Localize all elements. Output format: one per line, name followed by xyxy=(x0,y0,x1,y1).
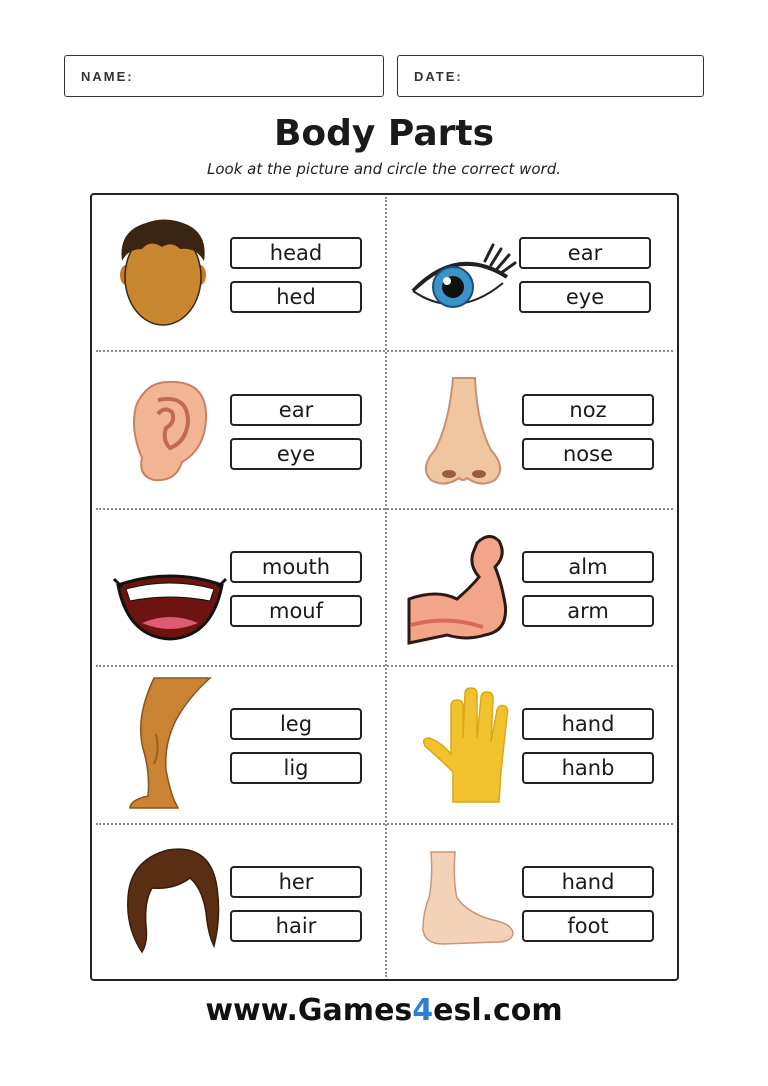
option-alm[interactable]: alm xyxy=(522,551,654,583)
foot-icon xyxy=(413,842,523,962)
option-foot[interactable]: foot xyxy=(522,910,654,942)
option-nose[interactable]: nose xyxy=(522,438,654,470)
option-leg[interactable]: leg xyxy=(230,708,362,740)
exercise-mouth xyxy=(92,509,385,666)
option-lig[interactable]: lig xyxy=(230,752,362,784)
option-hanb[interactable]: hanb xyxy=(522,752,654,784)
eye-icon xyxy=(407,213,517,333)
exercise-foot xyxy=(385,824,678,981)
exercise-ear xyxy=(92,352,385,509)
option-arm[interactable]: arm xyxy=(522,595,654,627)
leg-icon xyxy=(116,674,226,814)
exercise-hand xyxy=(385,666,678,823)
mouth-icon xyxy=(112,527,228,647)
option-ear[interactable]: ear xyxy=(519,237,651,269)
name-label: NAME: xyxy=(81,68,134,84)
nose-icon xyxy=(407,370,517,490)
arm-icon xyxy=(407,527,517,647)
website-accent: 4 xyxy=(412,993,434,1028)
option-hair[interactable]: hair xyxy=(230,910,362,942)
option-noz[interactable]: noz xyxy=(522,394,654,426)
website-prefix: www.Games xyxy=(205,993,413,1028)
page-title: Body Parts xyxy=(273,113,495,154)
date-field[interactable] xyxy=(397,55,704,97)
option-hand[interactable]: hand xyxy=(522,708,654,740)
exercise-head xyxy=(92,195,385,352)
head-icon xyxy=(108,213,218,333)
exercise-eye xyxy=(385,195,678,352)
date-label: DATE: xyxy=(414,68,463,84)
option-eye[interactable]: eye xyxy=(230,438,362,470)
exercise-leg xyxy=(92,666,385,823)
worksheet-grid xyxy=(90,193,679,981)
ear-icon xyxy=(118,370,228,490)
exercise-hair xyxy=(92,824,385,981)
hair-icon xyxy=(118,842,228,962)
hand-icon xyxy=(419,684,529,804)
option-hed[interactable]: hed xyxy=(230,281,362,313)
option-her[interactable]: her xyxy=(230,866,362,898)
option-mouth[interactable]: mouth xyxy=(230,551,362,583)
option-mouf[interactable]: mouf xyxy=(230,595,362,627)
website-link[interactable] xyxy=(0,993,768,1028)
option-ear[interactable]: ear xyxy=(230,394,362,426)
name-field[interactable] xyxy=(64,55,384,97)
option-head[interactable]: head xyxy=(230,237,362,269)
exercise-nose xyxy=(385,352,678,509)
option-hand[interactable]: hand xyxy=(522,866,654,898)
website-suffix: esl.com xyxy=(433,993,563,1028)
exercise-arm xyxy=(385,509,678,666)
instructions: Look at the picture and circle the correct word. xyxy=(206,160,562,178)
option-eye[interactable]: eye xyxy=(519,281,651,313)
